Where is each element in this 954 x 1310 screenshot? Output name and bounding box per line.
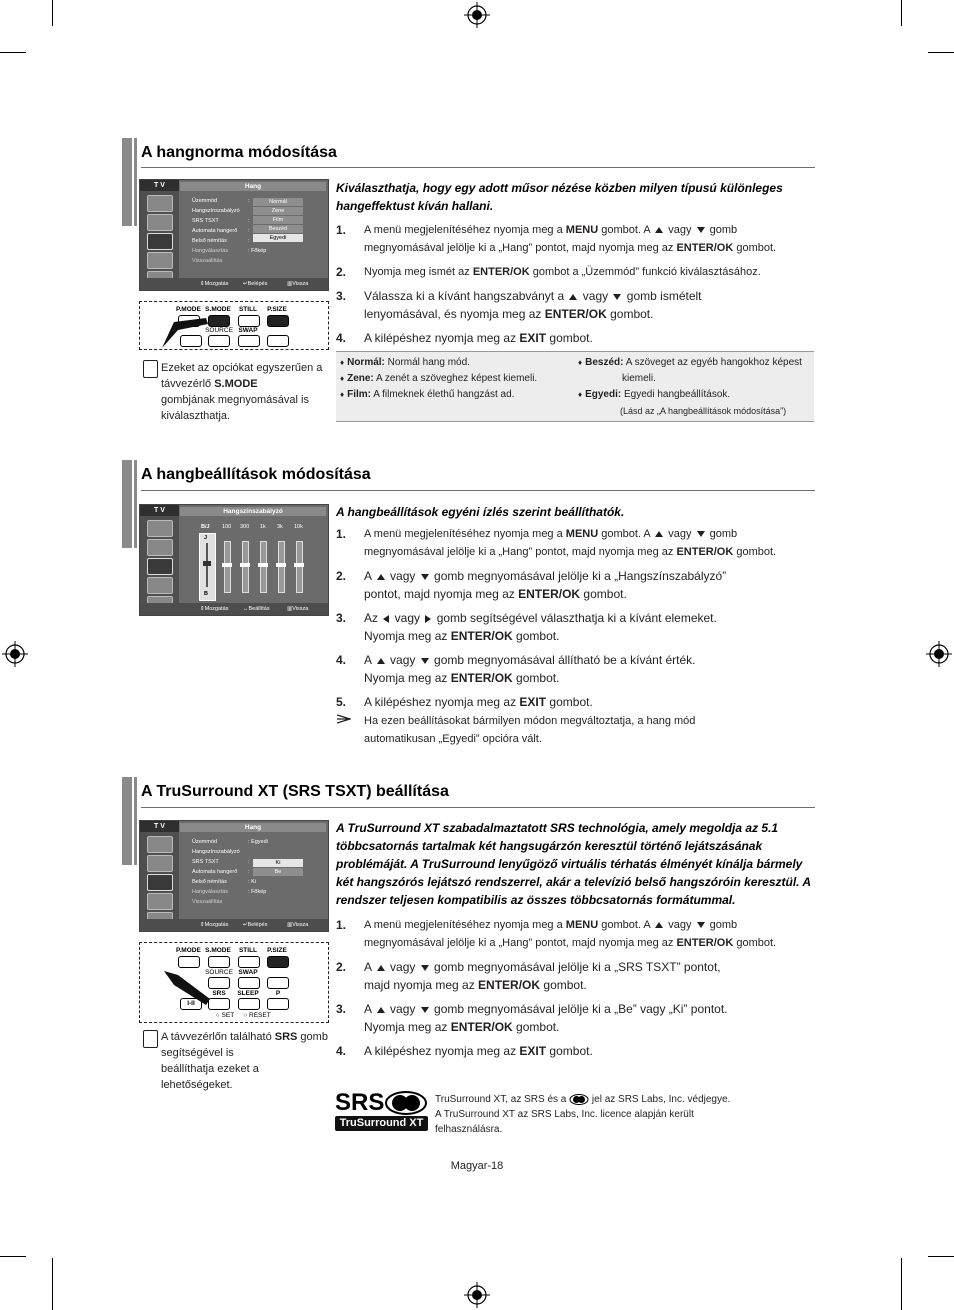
- step-item: 4. A kilépéshez nyomja meg az EXIT gombot.: [336, 331, 593, 345]
- crop-mark: [52, 0, 53, 26]
- down-arrow-icon: [697, 922, 705, 928]
- osd-footer: ⇕ Mozgatás ↵ Belépés ▥ Vissza: [140, 919, 328, 931]
- section-bar: [134, 777, 137, 865]
- down-button-icon: [267, 998, 289, 1010]
- section-bar: [134, 460, 137, 548]
- tv-equalizer-screenshot: T V Hangszínszabályzó B/J 100 300 1k 3k 10k J B ⇕ Mozgatás ↔ Beállítás ▥ Vissza: [139, 504, 329, 616]
- osd-row-label: Hangválasztás: [192, 248, 229, 254]
- osd-header: Hang: [180, 823, 326, 832]
- section-bar: [122, 777, 132, 865]
- srs-circle-logo-icon: [385, 1091, 427, 1115]
- section-rule: [141, 167, 815, 168]
- up-arrow-icon: [377, 965, 385, 971]
- source-button-icon: [208, 335, 230, 347]
- registration-mark-icon: [464, 1282, 490, 1308]
- osd-header: Hang: [180, 182, 326, 191]
- pointing-hand-icon: [162, 312, 210, 348]
- channel-icon: [147, 214, 173, 231]
- osd-row-label: SRS TSXT: [192, 218, 219, 224]
- step-item: 2. A vagy gomb megnyomásával jelölje ki a „SRS TSXT” pontot, majd nyomja meg az ENTER/OK gombot.: [336, 960, 721, 992]
- down-arrow-icon: [421, 1007, 429, 1013]
- step-item: 3. Válassza ki a kívánt hangszabványt a vagy gomb ismételt lenyomásával, és nyomja meg az ENTER/OK gombot.: [336, 289, 702, 321]
- steps-list: [336, 916, 816, 1066]
- registration-mark-icon: [926, 641, 952, 667]
- sound-modes-box: ♦ Normál: Normál hang mód. ♦ Zene: A zenét a szöveghez képest kiemeli. ♦ Film: A filmeknek élethű hangzást ad. ♦ Beszéd: A szöveget az egyéb hangokhoz képest kiemeli. ♦ Egyedi: Egyedi hangbeállítások. (Lásd az „A hangbeállítások módosítása”): [336, 351, 814, 422]
- channel-icon: [147, 855, 173, 872]
- bullet-icon: ♦: [340, 390, 345, 399]
- bullet-icon: ♦: [340, 358, 345, 367]
- crop-mark: [0, 52, 26, 53]
- psize-button-icon: [267, 315, 289, 327]
- crop-mark: [52, 1258, 53, 1310]
- up-arrow-icon: [569, 294, 577, 300]
- page-number: Magyar-18: [450, 1160, 504, 1172]
- osd-option: Normál: [253, 198, 303, 207]
- smode-button-icon: [208, 956, 230, 968]
- srs-trusurround-logo: SRS TruSurround XT: [335, 1090, 429, 1132]
- down-arrow-icon: [421, 658, 429, 664]
- pmode-button-icon: [178, 956, 200, 968]
- picture-icon: [147, 836, 173, 853]
- down-arrow-icon: [697, 227, 705, 233]
- osd-row-label: Visszaállítás: [192, 258, 223, 264]
- up-arrow-icon: [655, 922, 663, 928]
- eq-slider-1k: [260, 541, 267, 593]
- swap-button-icon: [238, 335, 260, 347]
- psize-button-icon: [267, 956, 289, 968]
- osd-option: Zene: [253, 207, 303, 216]
- eq-slider-300: [242, 541, 249, 593]
- note-text: Ezeket az opciókat egyszerűen a távvezérlő S.MODE gombjának megnyomásával is kiválaszthatja.: [161, 362, 323, 422]
- channel-icon: [147, 539, 173, 556]
- up-arrow-icon: [377, 574, 385, 580]
- up-button-icon: [267, 335, 289, 347]
- pointing-hand-icon: [164, 971, 214, 1007]
- bullet-icon: ♦: [340, 374, 345, 383]
- up-arrow-icon: [377, 658, 385, 664]
- osd-option: Beszéd: [253, 225, 303, 234]
- note-text: A távvezérlőn található SRS gomb segítségével is beállíthatja ezeket a lehetőségeket.: [161, 1031, 328, 1091]
- registration-mark-icon: [464, 2, 490, 28]
- sleep-button-icon: [238, 998, 260, 1010]
- eq-slider-3k: [278, 541, 285, 593]
- setup-icon: [147, 577, 173, 594]
- smode-button-icon: [208, 315, 230, 327]
- step-item: 5. A kilépéshez nyomja meg az EXIT gombot.: [336, 695, 593, 709]
- osd-header: Hangszínszabályzó: [180, 507, 326, 516]
- step-item: 1. A menü megjelenítéséhez nyomja meg a MENU gombot. A vagy gomb megnyomásával jelölje ki a „Hang” pontot, majd nyomja meg az ENTER/OK gombot.: [336, 527, 777, 558]
- sound-icon: [147, 874, 173, 891]
- crop-mark: [928, 52, 954, 53]
- picture-icon: [147, 520, 173, 537]
- up-arrow-icon: [655, 227, 663, 233]
- srs-circle-logo-icon: [569, 1094, 589, 1105]
- remote-control-illustration: P.MODE S.MODE STILL P.SIZE SOURCE SWAP: [139, 301, 329, 350]
- up-arrow-icon: [377, 1007, 385, 1013]
- slider-thumb: [203, 561, 211, 566]
- section-bar: [122, 460, 132, 548]
- step-item: 2. A vagy gomb megnyomásával jelölje ki a „Hangszínszabályzó” pontot, majd nyomja meg az ENTER/OK gombot.: [336, 569, 727, 601]
- section-bar: [122, 138, 132, 226]
- osd-option: Film: [253, 216, 303, 225]
- steps-list: [336, 525, 816, 717]
- up-arrow-icon: [655, 531, 663, 537]
- sound-icon: [147, 558, 173, 575]
- crop-mark: [0, 1256, 26, 1257]
- section-title: A hangnorma módosítása: [141, 144, 337, 161]
- osd-footer: ⇕ Mozgatás ↔ Beállítás ▥ Vissza: [140, 603, 328, 615]
- bullet-icon: ♦: [578, 390, 583, 399]
- section-title: A TruSurround XT (SRS TSXT) beállítása: [141, 783, 449, 800]
- still-button-icon: [238, 315, 260, 327]
- section-intro: A hangbeállítások egyéni ízlés szerint beállíthatók.: [336, 505, 625, 519]
- tv-menu-screenshot: T V Hang Üzemmód : Egyedi Hangszínszabályzó SRS TSXT : Automata hangerő : Belső némítás : Ki Hangválasztás : Főkép Visszaállítás Ki Be ⇕ Mozgatás ↵ Belépés ▥ Vissza: [139, 820, 329, 932]
- step-item: 1. A menü megjelenítéséhez nyomja meg a MENU gombot. A vagy gomb megnyomásával jelölje ki a „Hang” pontot, majd nyomja meg az ENTER/OK gombot.: [336, 223, 777, 254]
- osd-option-selected: Ki: [253, 859, 303, 868]
- osd-row-label: Üzemmód: [192, 198, 218, 204]
- setup-icon: [147, 252, 173, 269]
- left-arrow-icon: [383, 615, 389, 623]
- down-arrow-icon: [421, 574, 429, 580]
- section-intro: Kiválaszthatja, hogy egy adott műsor nézése közben milyen típusú különleges hangeffektust kíván hallani.: [336, 181, 783, 213]
- remote-control-illustration: P.MODE S.MODE STILL P.SIZE SOURCE SWAP SRS SLEEP P I-II ○ SET ○ RESET: [139, 942, 329, 1023]
- sound-icon: [147, 233, 173, 250]
- step-item: 4. A kilépéshez nyomja meg az EXIT gombot.: [336, 1044, 593, 1058]
- up-button-icon: [267, 977, 289, 989]
- eq-slider-100: [224, 541, 231, 593]
- step-item: 1. A menü megjelenítéséhez nyomja meg a MENU gombot. A vagy gomb megnyomásával jelölje ki a „Hang” pontot, majd nyomja meg az ENTER/OK gombot.: [336, 918, 777, 949]
- bullet-icon: ♦: [578, 358, 583, 367]
- note-icon: [143, 360, 158, 378]
- osd-row-label: Belső némítás: [192, 238, 227, 244]
- crop-mark: [901, 0, 902, 26]
- osd-option-selected: Egyedi: [253, 234, 303, 243]
- osd-option: Be: [253, 868, 303, 877]
- step-item: 3. A vagy gomb megnyomásával jelölje ki a „Be” vagy „Ki” pontot. Nyomja meg az ENTER/OK gombot.: [336, 1002, 728, 1034]
- right-arrow-icon: [425, 615, 431, 623]
- step-item: 3. Az vagy gomb segítségével választhatja ki a kívánt elemeket. Nyomja meg az ENTER/OK gombot.: [336, 611, 717, 643]
- step-item: 2. Nyomja meg ismét az ENTER/OK gombot a „Üzemmód” funkció kiválasztásához.: [336, 265, 761, 279]
- note-arrow-icon: [337, 714, 351, 724]
- registration-mark-icon: [2, 641, 28, 667]
- note-text: Ha ezen beállításokat bármilyen módon megváltoztatja, a hang mód automatikusan „Egyedi” opcióra vált.: [364, 715, 696, 745]
- crop-mark: [928, 1256, 954, 1257]
- section-rule: [141, 490, 815, 491]
- steps-list: [336, 221, 816, 353]
- down-arrow-icon: [421, 965, 429, 971]
- osd-row-label: Hangszínszabályzó: [192, 208, 240, 214]
- down-arrow-icon: [613, 294, 621, 300]
- crop-mark: [901, 1258, 902, 1310]
- tv-menu-screenshot: T V Hang Üzemmód : Hangszínszabályzó SRS TSXT : Automata hangerő : Belső némítás : Hangválasztás : Főkép Visszaállítás Normál Zene Film Beszéd Egyedi ⇕ Mozgatás ↵ Belépés ▥ Vissza: [139, 179, 329, 291]
- setup-icon: [147, 893, 173, 910]
- section-intro: A TruSurround XT szabadalmaztatott SRS technológia, amely megoldja az 5.1 többcsatornás tartalmak két hangsugárzón keresztül történő lejátszásának problémáját. A TruSurround lenyűgöző virtuális térhatás élményét kínálja bármely két hangszórós lejátszó rendszerrel, akár a televízió belső hangszóróin keresztül. A rendszer teljesen kompatibilis az összes többcsatornás formátummal.: [336, 821, 811, 907]
- section-title: A hangbeállítások módosítása: [141, 466, 371, 483]
- section-bar: [134, 138, 137, 226]
- step-item: 4. A vagy gomb megnyomásával állítható be a kívánt érték. Nyomja meg az ENTER/OK gombot.: [336, 653, 696, 685]
- picture-icon: [147, 195, 173, 212]
- srs-trademark-text: TruSurround XT, az SRS és a jel az SRS Labs, Inc. védjegye. A TruSurround XT az SRS Labs, Inc. licence alapján került felhasználásra.: [435, 1094, 731, 1135]
- still-button-icon: [238, 956, 260, 968]
- section-rule: [141, 807, 815, 808]
- osd-footer: ⇕ Mozgatás ↵ Belépés ▥ Vissza: [140, 278, 328, 290]
- osd-tv-label: T V: [140, 180, 179, 191]
- down-arrow-icon: [697, 531, 705, 537]
- swap-button-icon: [238, 977, 260, 989]
- eq-slider-10k: [296, 541, 303, 593]
- osd-row-label: Automata hangerő: [192, 228, 238, 234]
- note-icon: [143, 1030, 158, 1048]
